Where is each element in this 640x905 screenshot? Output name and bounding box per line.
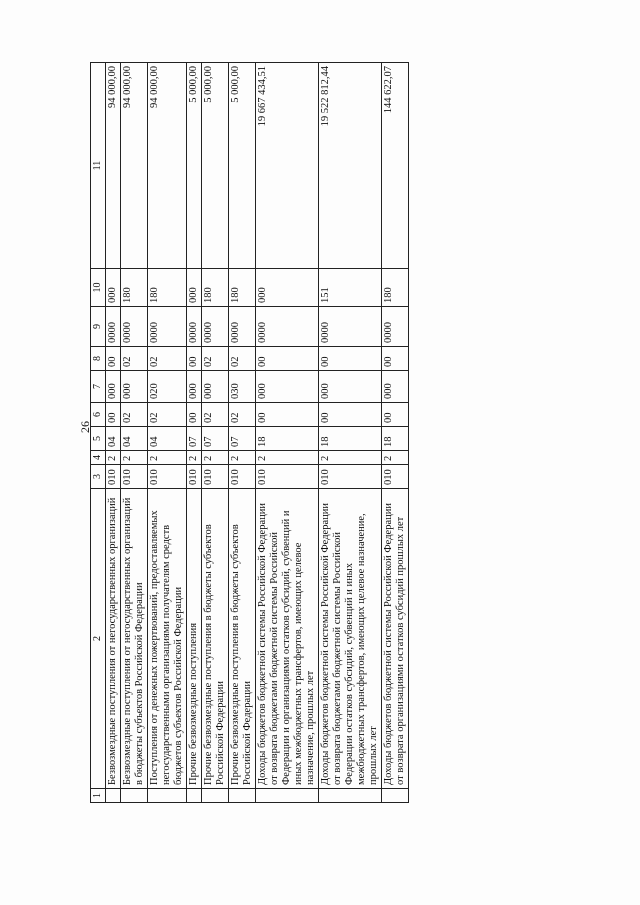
row-index-cell [121,789,148,803]
description-cell: Прочие безвозмездные поступления в бюджеты субъектов Российской Федерации [229,489,256,789]
code-cell-c4: 2 [121,451,148,465]
table-body [91,63,409,803]
header-cell: 3 [91,465,106,489]
code-cell-c9: 0000 [106,307,121,347]
code-cell-c8: 00 [187,347,202,371]
code-cell-c3: 010 [121,465,148,489]
code-cell-c7: 000 [106,371,121,403]
code-cell-c6: 02 [229,403,256,427]
code-cell-c8: 02 [148,347,187,371]
code-cell-c8: 00 [382,347,409,371]
description-cell: Доходы бюджетов бюджетной системы Российской Федерации от возврата бюджетами бюджетной системы Российской Федерации остатков субсидий, субвенций и иных межбюджетных трансфертов, имеющих целевое назначение, прошлых лет [319,489,382,789]
header-cell: 11 [91,63,106,269]
code-cell-c6: 00 [256,403,319,427]
code-cell-c10: 180 [148,269,187,307]
code-cell-c8: 02 [229,347,256,371]
table-row [319,63,382,803]
code-cell-c6: 00 [382,403,409,427]
code-cell-c6: 02 [202,403,229,427]
revenue-table [90,62,409,803]
code-cell-c9: 0000 [148,307,187,347]
header-cell: 5 [91,427,106,451]
code-cell-c9: 0000 [202,307,229,347]
code-cell-c4: 2 [256,451,319,465]
code-cell-c3: 010 [148,465,187,489]
code-cell-c7: 000 [187,371,202,403]
amount-cell: 5 000,00 [229,63,256,269]
code-cell-c5: 18 [319,427,382,451]
description-cell: Безвозмездные поступления от негосударственных организаций в бюджеты субъектов Российской Федерации [121,489,148,789]
amount-cell: 94 000,00 [121,63,148,269]
code-cell-c9: 0000 [187,307,202,347]
code-cell-c8: 00 [256,347,319,371]
code-cell-c4: 2 [229,451,256,465]
header-cell: 6 [91,403,106,427]
table-row [202,63,229,803]
page-number: 26 [78,421,92,433]
table-row [229,63,256,803]
header-cell: 7 [91,371,106,403]
code-cell-c10: 000 [106,269,121,307]
code-cell-c10: 151 [319,269,382,307]
row-index-cell [382,789,409,803]
row-index-cell [202,789,229,803]
code-cell-c5: 07 [229,427,256,451]
code-cell-c5: 04 [148,427,187,451]
header-cell: 8 [91,347,106,371]
code-cell-c8: 00 [319,347,382,371]
description-cell: Поступления от денежных пожертвований, предоставляемых негосударственными организациями получателям средств бюджетов субъектов Российской Федерации [148,489,187,789]
code-cell-c3: 010 [256,465,319,489]
code-cell-c7: 000 [121,371,148,403]
amount-cell: 5 000,00 [202,63,229,269]
code-cell-c3: 010 [382,465,409,489]
code-cell-c9: 0000 [256,307,319,347]
code-cell-c5: 07 [202,427,229,451]
table-row [382,63,409,803]
code-cell-c6: 02 [148,403,187,427]
code-cell-c8: 02 [121,347,148,371]
amount-cell: 19 522 812,44 [319,63,382,269]
code-cell-c5: 04 [121,427,148,451]
code-cell-c3: 010 [202,465,229,489]
code-cell-c5: 18 [256,427,319,451]
header-cell: 1 [91,789,106,803]
table-row [121,63,148,803]
code-cell-c5: 04 [106,427,121,451]
code-cell-c3: 010 [106,465,121,489]
code-cell-c4: 2 [202,451,229,465]
code-cell-c7: 000 [202,371,229,403]
code-cell-c6: 02 [121,403,148,427]
code-cell-c4: 2 [106,451,121,465]
amount-cell: 5 000,00 [187,63,202,269]
row-index-cell [256,789,319,803]
description-cell: Безвозмездные поступления от негосударственных организаций [106,489,121,789]
code-cell-c7: 000 [319,371,382,403]
header-cell: 2 [91,489,106,789]
code-cell-c3: 010 [187,465,202,489]
table-row [256,63,319,803]
code-cell-c9: 0000 [229,307,256,347]
row-index-cell [148,789,187,803]
code-cell-c6: 00 [187,403,202,427]
amount-cell: 144 622,07 [382,63,409,269]
code-cell-c6: 00 [319,403,382,427]
row-index-cell [319,789,382,803]
rotated-content [78,63,520,803]
code-cell-c10: 180 [229,269,256,307]
code-cell-c7: 000 [382,371,409,403]
code-cell-c8: 00 [106,347,121,371]
code-cell-c7: 030 [229,371,256,403]
description-cell: Доходы бюджетов бюджетной системы Российской Федерации от возврата бюджетами бюджетной системы Российской Федерации и организациями остатков субсидий, субвенций и иных межбюджетных трансфертов, имеющих целевое назначение, прошлых лет [256,489,319,789]
code-cell-c7: 000 [256,371,319,403]
row-index-cell [229,789,256,803]
row-index-cell [187,789,202,803]
header-cell: 4 [91,451,106,465]
table-row [187,63,202,803]
code-cell-c10: 180 [121,269,148,307]
code-cell-c4: 2 [148,451,187,465]
header-cell: 10 [91,269,106,307]
code-cell-c6: 00 [106,403,121,427]
description-cell: Прочие безвозмездные поступления [187,489,202,789]
code-cell-c3: 010 [319,465,382,489]
description-cell: Доходы бюджетов бюджетной системы Российской Федерации от возврата организациями остатков субсидий прошлых лет [382,489,409,789]
amount-cell: 94 000,00 [106,63,121,269]
code-cell-c9: 0000 [382,307,409,347]
amount-cell: 94 000,00 [148,63,187,269]
code-cell-c10: 180 [382,269,409,307]
header-cell: 9 [91,307,106,347]
code-cell-c9: 0000 [121,307,148,347]
code-cell-c10: 000 [256,269,319,307]
description-cell: Прочие безвозмездные поступления в бюджеты субъектов Российской Федерации [202,489,229,789]
amount-cell: 19 667 434,51 [256,63,319,269]
code-cell-c8: 02 [202,347,229,371]
code-cell-c7: 020 [148,371,187,403]
code-cell-c5: 18 [382,427,409,451]
code-cell-c4: 2 [187,451,202,465]
code-cell-c3: 010 [229,465,256,489]
code-cell-c4: 2 [382,451,409,465]
table-row [106,63,121,803]
row-index-cell [106,789,121,803]
code-cell-c10: 000 [187,269,202,307]
code-cell-c4: 2 [319,451,382,465]
code-cell-c9: 0000 [319,307,382,347]
code-cell-c5: 07 [187,427,202,451]
table-row [148,63,187,803]
code-cell-c10: 180 [202,269,229,307]
